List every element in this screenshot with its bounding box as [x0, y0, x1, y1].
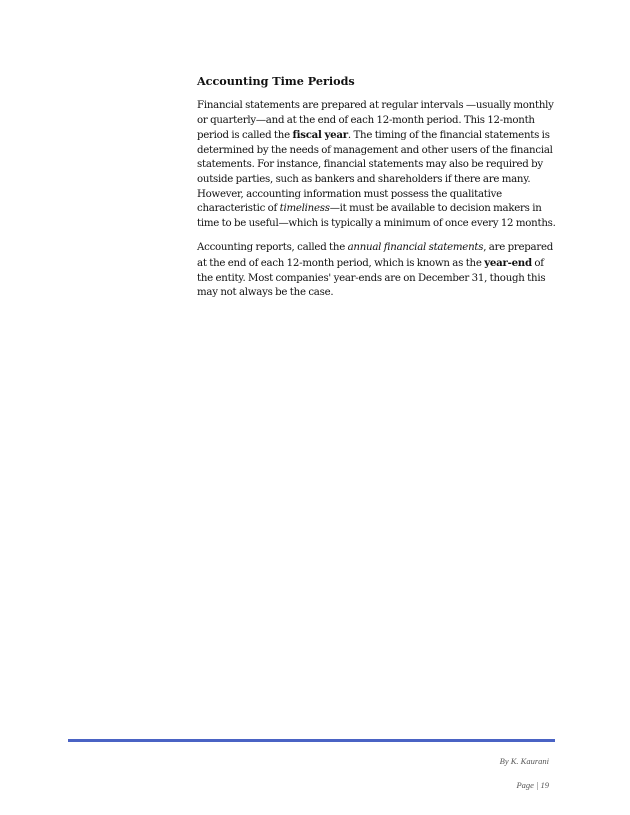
section-heading: Accounting Time Periods	[197, 74, 355, 88]
footer-divider	[68, 739, 555, 742]
paragraph-2	[197, 241, 559, 300]
p2-text-3: of the entity. Most companies' year-ends are on December 31, though this may not always be the case.	[197, 257, 546, 299]
term-fiscal-year: fiscal year	[292, 129, 348, 142]
term-timeliness: timeliness	[279, 203, 330, 215]
p2-text-2: , are prepared at the end of each 12-month period, which is known as the	[197, 242, 554, 269]
p1-text-3: —it must be available to decision makers in time to be useful—which is typically a minimum of once every 12 months.	[197, 203, 556, 229]
document-body	[197, 72, 559, 311]
page-number: Page | 19	[516, 780, 549, 790]
term-annual-financial-statements: annual financial statements	[347, 242, 484, 254]
term-year-end: year-end	[484, 256, 532, 269]
footer-author: By K. Kaurani	[499, 756, 549, 766]
p1-text-1: Financial statements are prepared at regular intervals —usually monthly or quarterly—and at the end of each 12-month period. This 12-month period is called the	[197, 100, 554, 142]
p1-text-2: . The timing of the financial statements is determined by the needs of management and other users of the financial statements. For instance, financial statements may also be required by outside parties, such as bankers and shareholders if there are many. However, accounting information must possess the qualitative characteristic of	[197, 130, 553, 215]
p2-text-1: Accounting reports, called the	[197, 242, 348, 254]
paragraph-1	[197, 99, 559, 231]
